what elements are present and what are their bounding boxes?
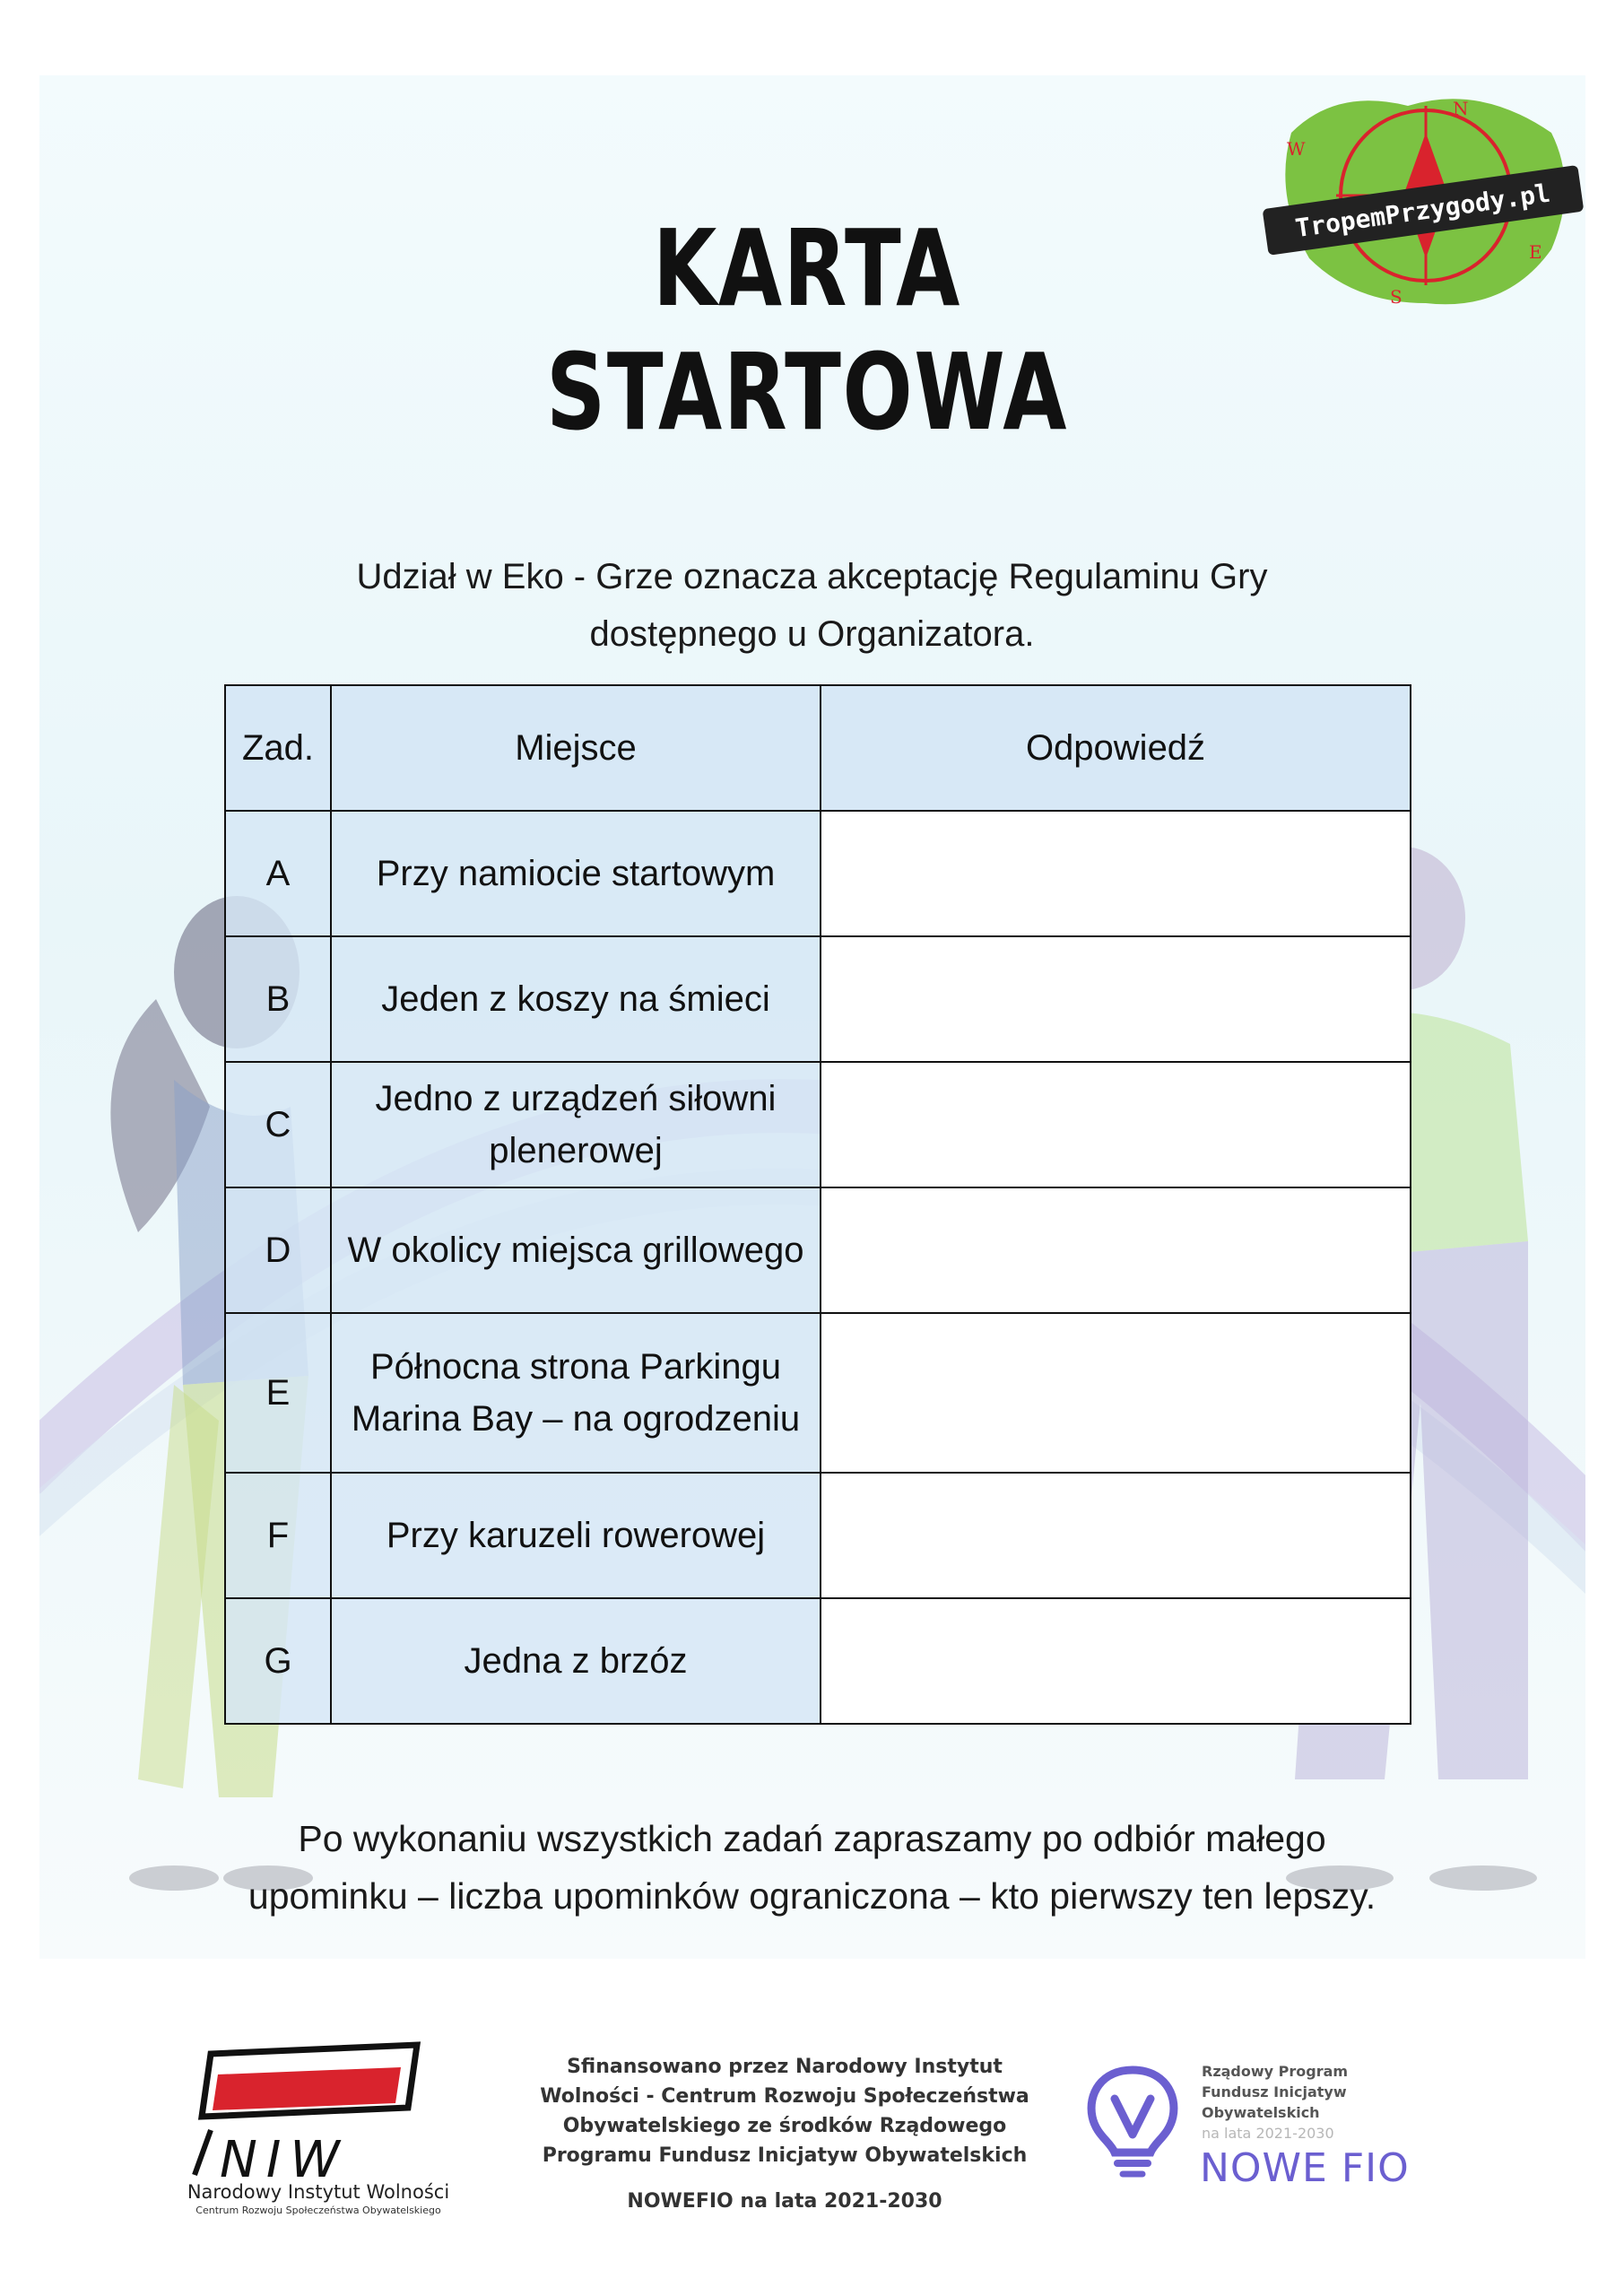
outro-line-2: upominku – liczba upominków ograniczona – kto pierwszy ten lepszy. <box>248 1875 1376 1917</box>
task-place: Jedna z brzóz <box>331 1598 821 1724</box>
task-id: D <box>225 1187 331 1313</box>
nowe-fio-logo-text: NOWE FIO <box>1200 2145 1410 2191</box>
compass-letter-s: S <box>1390 286 1403 308</box>
header-task: Zad. <box>225 685 331 811</box>
outro-line-1: Po wykonaniu wszystkich zadań zapraszamy po odbiór małego <box>298 1818 1326 1859</box>
table-row <box>225 1313 1411 1473</box>
funding-years: NOWEFIO na lata 2021-2030 <box>627 2190 942 2213</box>
task-place: Jeden z koszy na śmieci <box>331 936 821 1062</box>
table-row <box>225 936 1411 1062</box>
table-row <box>225 1473 1411 1598</box>
niw-subtitle: Centrum Rozwoju Społeczeństwa Obywatelskiego <box>195 2205 441 2216</box>
answer-field[interactable] <box>821 1473 1411 1598</box>
answer-field[interactable] <box>821 1062 1411 1187</box>
task-place: Jedno z urządzeń siłowni plenerowej <box>331 1062 821 1187</box>
header-place: Miejsce <box>331 685 821 811</box>
compass-letter-e: E <box>1529 241 1542 263</box>
fio-line: Fundusz Inicjatyw <box>1202 2083 1347 2100</box>
fio-line: Obywatelskich <box>1202 2104 1320 2121</box>
answer-field[interactable] <box>821 1598 1411 1724</box>
niw-logo-text: NIW <box>220 2131 349 2189</box>
fio-line: Rządowy Program <box>1202 2063 1349 2080</box>
task-id: C <box>225 1062 331 1187</box>
intro-line-1: Udział w Eko - Grze oznacza akceptację Regulaminu Gry <box>356 557 1268 596</box>
funding-line: Wolności - Centrum Rozwoju Społeczeństwa <box>540 2085 1029 2108</box>
fio-line: na lata 2021-2030 <box>1202 2125 1334 2142</box>
page-title: KARTA STARTOWA <box>545 206 1069 454</box>
lightbulb-icon <box>1083 2063 1182 2179</box>
task-id: G <box>225 1598 331 1724</box>
task-place: Przy namiocie startowym <box>331 811 821 936</box>
funding-line: Obywatelskiego ze środków Rządowego <box>562 2115 1007 2137</box>
table-row <box>225 1187 1411 1313</box>
answer-field[interactable] <box>821 936 1411 1062</box>
tasks-table <box>224 684 1411 1725</box>
task-place: Północna strona Parkingu Marina Bay – na ogrodzeniu <box>331 1313 821 1473</box>
answer-field[interactable] <box>821 811 1411 936</box>
table-row <box>225 811 1411 936</box>
table-header-row <box>225 685 1411 811</box>
header-answer: Odpowiedź <box>821 685 1411 811</box>
table-row <box>225 1598 1411 1724</box>
task-id: A <box>225 811 331 936</box>
answer-field[interactable] <box>821 1313 1411 1473</box>
tropem-przygody-logo <box>1255 79 1596 321</box>
compass-letter-n: N <box>1453 98 1469 119</box>
task-place: W okolicy miejsca grillowego <box>331 1187 821 1313</box>
task-id: F <box>225 1473 331 1598</box>
funding-statement <box>529 2052 1040 2170</box>
table-row <box>225 1062 1411 1187</box>
task-id: E <box>225 1313 331 1473</box>
task-id: B <box>225 936 331 1062</box>
funding-line: Sfinansowano przez Narodowy Instytut <box>567 2056 1003 2078</box>
niw-name: Narodowy Instytut Wolności <box>187 2181 450 2203</box>
task-place: Przy karuzeli rowerowej <box>331 1473 821 1598</box>
intro-line-2: dostępnego u Organizatora. <box>589 614 1035 654</box>
compass-letter-w: W <box>1287 138 1306 160</box>
logo-text: TropemPrzygody.pl <box>1293 178 1552 244</box>
funding-line: Programu Fundusz Inicjatyw Obywatelskich <box>542 2144 1028 2167</box>
answer-field[interactable] <box>821 1187 1411 1313</box>
